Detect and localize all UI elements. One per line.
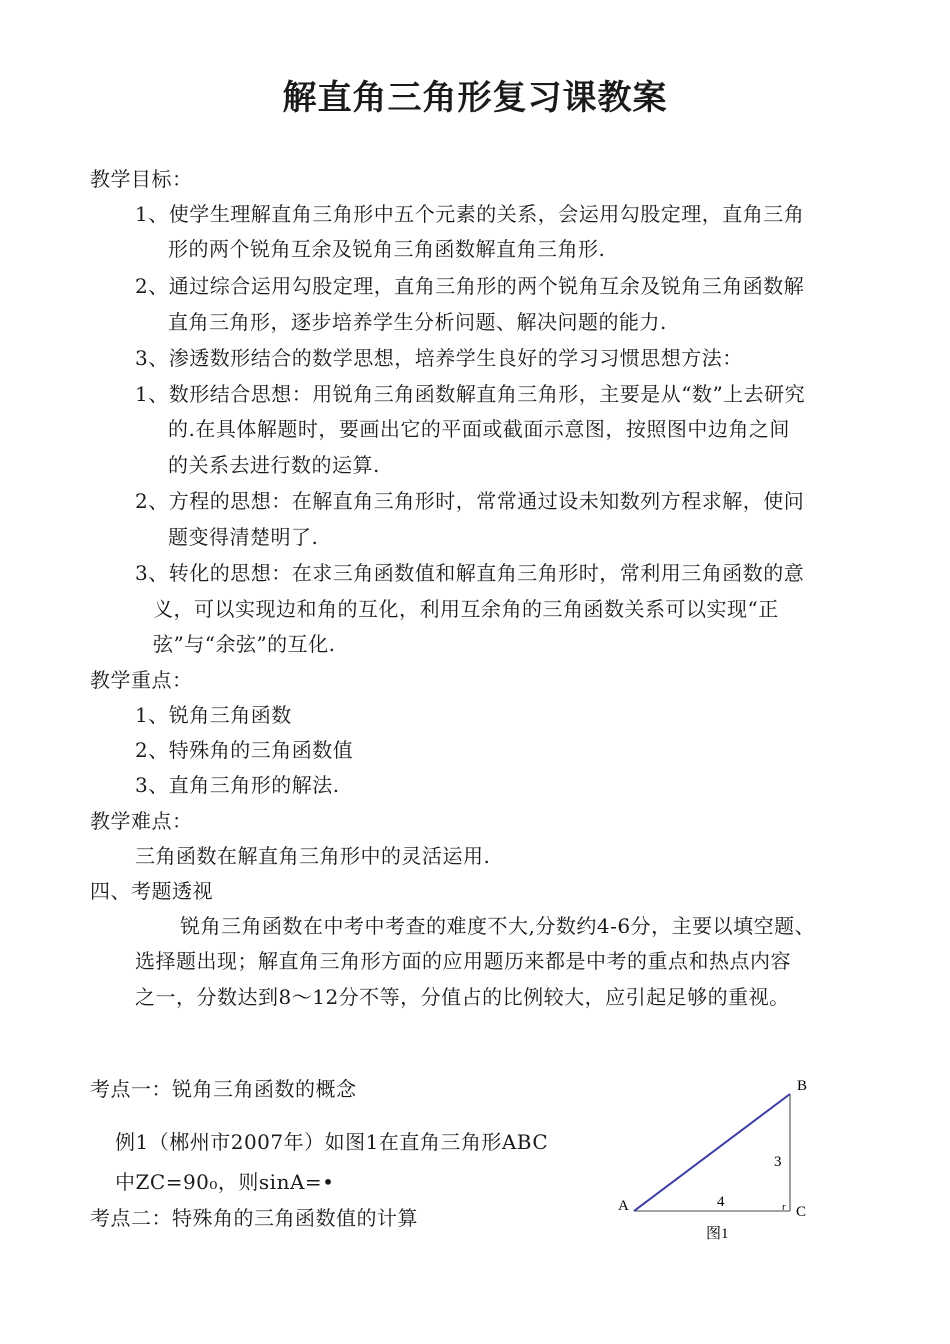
difficulty-text: 三角函数在解直角三角形中的灵活运用. <box>135 844 491 868</box>
objective-3-line1: 3、渗透数形结合的数学思想，培养学生良好的学习习惯思想方法： <box>135 346 743 370</box>
method-2-line1: 2、方程的思想：在解直角三角形时，常常通过设未知数列方程求解，使问 <box>135 489 805 513</box>
key-point-2: 2、特殊角的三角函数值 <box>135 738 354 762</box>
hypotenuse-ab-line <box>634 1094 790 1211</box>
method-3-line3: 弦”与“余弦”的互化. <box>153 632 336 656</box>
key-point-3: 3、直角三角形的解法. <box>135 773 340 797</box>
difficulty-heading: 教学难点： <box>90 809 193 833</box>
example1-line1: 例1（郴州市2007年）如图1在直角三角形ABC <box>115 1130 549 1154</box>
key-point-1: 1、锐角三角函数 <box>135 703 292 727</box>
exam-analysis-line2: 选择题出现；解直角三角形方面的应用题历来都是中考的重点和热点内容 <box>135 949 791 973</box>
topic1-heading: 考点一：锐角三角函数的概念 <box>90 1077 357 1101</box>
figure-caption: 图1 <box>706 1226 729 1242</box>
objectives-heading: 教学目标： <box>90 167 193 191</box>
objective-2-line1: 2、通过综合运用勾股定理，直角三角形的两个锐角互余及锐角三角函数解 <box>135 274 805 298</box>
page-title: 解直角三角形复习课教案 <box>282 78 668 118</box>
exam-analysis-line3: 之一，分数达到8〜12分不等，分值占的比例较大，应引起足够的重视。 <box>135 985 790 1009</box>
vertex-a-label: A <box>618 1198 629 1214</box>
side-ac-length: 4 <box>717 1194 725 1210</box>
side-bc-length: 3 <box>774 1154 782 1170</box>
vertex-c-label: C <box>796 1204 807 1220</box>
method-1-line2: 的.在具体解题时，要画出它的平面或截面示意图，按照图中边角之间 <box>168 417 790 441</box>
figure-1-triangle <box>600 1070 830 1250</box>
method-3-line1: 3、转化的思想：在求三角函数值和解直角三角形时，常利用三角函数的意 <box>135 561 805 585</box>
method-1-line1: 1、数形结合思想：用锐角三角函数解直角三角形，主要是从“数”上去研究 <box>135 382 806 406</box>
objective-1-line1: 1、使学生理解直角三角形中五个元素的关系，会运用勾股定理，直角三角 <box>135 202 805 226</box>
exam-analysis-line1: 锐角三角函数在中考中考查的难度不大,分数约4-6分，主要以填空题、 <box>180 914 816 938</box>
key-points-heading: 教学重点： <box>90 668 193 692</box>
topic2-heading: 考点二：特殊角的三角函数值的计算 <box>90 1206 418 1230</box>
example1-line2: 中ZC=90₀，则sinA=• <box>115 1170 335 1194</box>
objective-2-line2: 直角三角形，逐步培养学生分析问题、解决问题的能力. <box>168 310 667 334</box>
vertex-b-label: B <box>797 1078 808 1094</box>
method-3-line2: 义，可以实现边和角的互化，利用互余角的三角函数关系可以实现“正 <box>153 597 779 621</box>
objective-1-line2: 形的两个锐角互余及锐角三角函数解直角三角形. <box>168 237 606 261</box>
method-2-line2: 题变得清楚明了. <box>168 525 319 549</box>
exam-analysis-heading: 四、考题透视 <box>90 879 213 903</box>
method-1-line3: 的关系去进行数的运算. <box>168 453 380 477</box>
right-angle-mark: r <box>782 1203 786 1213</box>
